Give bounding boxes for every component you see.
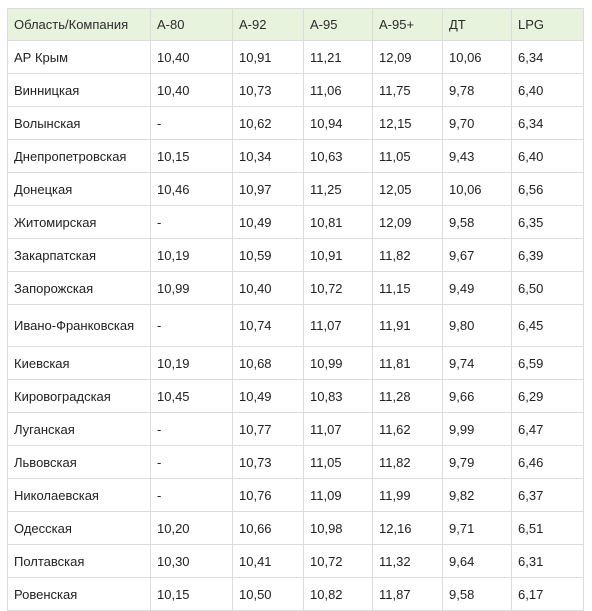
price-a95plus: 11,75 (373, 74, 443, 107)
price-lpg: 6,46 (512, 446, 584, 479)
region-name: АР Крым (8, 41, 151, 74)
price-diesel: 9,99 (443, 413, 512, 446)
price-a95: 11,21 (304, 41, 373, 74)
price-lpg: 6,51 (512, 512, 584, 545)
region-name: Ровенская (8, 578, 151, 611)
price-a95plus: 12,05 (373, 173, 443, 206)
region-name: Ивано-Франковская (8, 305, 151, 347)
region-name: Житомирская (8, 206, 151, 239)
region-name: Винницкая (8, 74, 151, 107)
price-a95: 10,91 (304, 239, 373, 272)
table-row (8, 578, 584, 611)
region-name: Одесская (8, 512, 151, 545)
price-a95plus: 12,15 (373, 107, 443, 140)
table-row (8, 347, 584, 380)
table-row (8, 446, 584, 479)
region-name: Кировоградская (8, 380, 151, 413)
price-a95plus: 11,81 (373, 347, 443, 380)
price-a80: 10,46 (151, 173, 233, 206)
price-a80: - (151, 305, 233, 347)
price-a95: 10,99 (304, 347, 373, 380)
price-a95plus: 11,87 (373, 578, 443, 611)
price-lpg: 6,34 (512, 41, 584, 74)
price-a80: - (151, 479, 233, 512)
price-a95plus: 11,91 (373, 305, 443, 347)
header-diesel: ДТ (443, 9, 512, 41)
price-a95: 11,07 (304, 413, 373, 446)
price-diesel: 9,58 (443, 206, 512, 239)
price-a80: 10,15 (151, 578, 233, 611)
price-diesel: 9,71 (443, 512, 512, 545)
region-name: Волынская (8, 107, 151, 140)
table-row (8, 479, 584, 512)
price-a80: 10,40 (151, 74, 233, 107)
price-a80: 10,19 (151, 239, 233, 272)
price-a95: 10,98 (304, 512, 373, 545)
price-lpg: 6,40 (512, 140, 584, 173)
price-a95: 10,81 (304, 206, 373, 239)
price-a95: 10,94 (304, 107, 373, 140)
price-a95: 11,09 (304, 479, 373, 512)
price-diesel: 9,67 (443, 239, 512, 272)
table-row (8, 545, 584, 578)
price-diesel: 9,64 (443, 545, 512, 578)
header-a95plus: А-95+ (373, 9, 443, 41)
region-name: Луганская (8, 413, 151, 446)
price-a80: - (151, 206, 233, 239)
price-a92: 10,49 (233, 380, 304, 413)
price-a92: 10,41 (233, 545, 304, 578)
price-a92: 10,66 (233, 512, 304, 545)
price-diesel: 9,70 (443, 107, 512, 140)
price-a95: 11,06 (304, 74, 373, 107)
price-a95: 10,83 (304, 380, 373, 413)
price-a95: 10,72 (304, 545, 373, 578)
price-lpg: 6,39 (512, 239, 584, 272)
price-lpg: 6,40 (512, 74, 584, 107)
price-a95plus: 12,16 (373, 512, 443, 545)
header-a92: А-92 (233, 9, 304, 41)
price-a95: 10,63 (304, 140, 373, 173)
header-row (8, 9, 584, 41)
price-a95plus: 11,15 (373, 272, 443, 305)
price-a95: 11,07 (304, 305, 373, 347)
table-row (8, 305, 584, 347)
price-a95plus: 11,82 (373, 239, 443, 272)
header-a95: А-95 (304, 9, 373, 41)
price-a92: 10,77 (233, 413, 304, 446)
price-diesel: 9,66 (443, 380, 512, 413)
price-a80: 10,40 (151, 41, 233, 74)
price-a80: 10,99 (151, 272, 233, 305)
price-a92: 10,50 (233, 578, 304, 611)
price-diesel: 9,82 (443, 479, 512, 512)
price-a92: 10,74 (233, 305, 304, 347)
table-row (8, 74, 584, 107)
fuel-price-table (7, 8, 584, 611)
price-a95: 10,72 (304, 272, 373, 305)
price-lpg: 6,34 (512, 107, 584, 140)
price-lpg: 6,47 (512, 413, 584, 446)
region-name: Запорожская (8, 272, 151, 305)
price-a95plus: 12,09 (373, 206, 443, 239)
price-diesel: 9,49 (443, 272, 512, 305)
price-a95: 11,05 (304, 446, 373, 479)
price-diesel: 9,43 (443, 140, 512, 173)
price-a80: - (151, 446, 233, 479)
price-lpg: 6,37 (512, 479, 584, 512)
price-diesel: 9,78 (443, 74, 512, 107)
table-row (8, 413, 584, 446)
region-name: Львовская (8, 446, 151, 479)
price-a95plus: 11,28 (373, 380, 443, 413)
price-a80: - (151, 413, 233, 446)
price-lpg: 6,31 (512, 545, 584, 578)
region-name: Полтавская (8, 545, 151, 578)
price-a92: 10,91 (233, 41, 304, 74)
table-row (8, 206, 584, 239)
price-a92: 10,40 (233, 272, 304, 305)
table-header (8, 9, 584, 41)
price-lpg: 6,56 (512, 173, 584, 206)
table-body (8, 41, 584, 611)
price-a95plus: 11,62 (373, 413, 443, 446)
table-row (8, 239, 584, 272)
region-name: Николаевская (8, 479, 151, 512)
table-row (8, 173, 584, 206)
price-a95plus: 12,09 (373, 41, 443, 74)
price-a80: 10,19 (151, 347, 233, 380)
price-lpg: 6,45 (512, 305, 584, 347)
price-diesel: 9,58 (443, 578, 512, 611)
price-a95: 11,25 (304, 173, 373, 206)
price-a92: 10,34 (233, 140, 304, 173)
price-lpg: 6,50 (512, 272, 584, 305)
table-row (8, 140, 584, 173)
price-a80: 10,15 (151, 140, 233, 173)
price-a80: 10,45 (151, 380, 233, 413)
price-diesel: 10,06 (443, 41, 512, 74)
price-table-container (7, 8, 583, 611)
price-diesel: 9,80 (443, 305, 512, 347)
price-a92: 10,68 (233, 347, 304, 380)
price-diesel: 9,74 (443, 347, 512, 380)
table-row (8, 380, 584, 413)
price-a92: 10,59 (233, 239, 304, 272)
price-a80: - (151, 107, 233, 140)
price-lpg: 6,35 (512, 206, 584, 239)
region-name: Киевская (8, 347, 151, 380)
price-a92: 10,97 (233, 173, 304, 206)
table-row (8, 41, 584, 74)
price-a95plus: 11,32 (373, 545, 443, 578)
price-lpg: 6,59 (512, 347, 584, 380)
table-row (8, 107, 584, 140)
price-a80: 10,30 (151, 545, 233, 578)
price-a92: 10,49 (233, 206, 304, 239)
price-a92: 10,76 (233, 479, 304, 512)
price-a92: 10,62 (233, 107, 304, 140)
table-row (8, 272, 584, 305)
price-a95plus: 11,99 (373, 479, 443, 512)
price-a80: 10,20 (151, 512, 233, 545)
region-name: Закарпатская (8, 239, 151, 272)
header-lpg: LPG (512, 9, 584, 41)
header-region: Область/Компания (8, 9, 151, 41)
region-name: Днепропетровская (8, 140, 151, 173)
price-a92: 10,73 (233, 446, 304, 479)
price-a92: 10,73 (233, 74, 304, 107)
price-lpg: 6,17 (512, 578, 584, 611)
table-row (8, 512, 584, 545)
price-diesel: 10,06 (443, 173, 512, 206)
price-lpg: 6,29 (512, 380, 584, 413)
header-a80: А-80 (151, 9, 233, 41)
price-a95: 10,82 (304, 578, 373, 611)
region-name: Донецкая (8, 173, 151, 206)
price-diesel: 9,79 (443, 446, 512, 479)
price-a95plus: 11,05 (373, 140, 443, 173)
price-a95plus: 11,82 (373, 446, 443, 479)
